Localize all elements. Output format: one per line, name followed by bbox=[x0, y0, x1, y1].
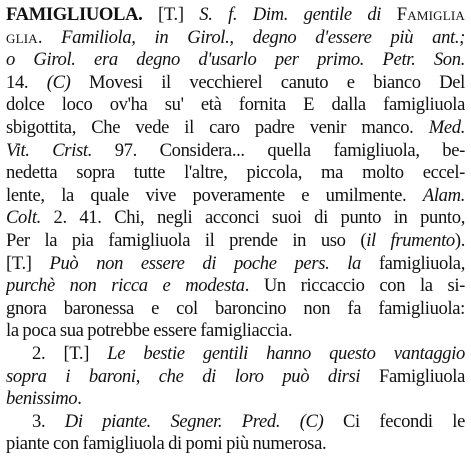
text-run: Vit. Crist. bbox=[6, 139, 93, 161]
text-run: 2. 41. Chi, negli acconci suoi di punto in punto, bbox=[40, 207, 465, 229]
text-run: . bbox=[37, 26, 62, 48]
text-run: che di loro può dirsi bbox=[158, 365, 361, 387]
text-run: Alam. bbox=[422, 184, 465, 206]
entry-line bbox=[6, 49, 465, 72]
sense-3 bbox=[6, 411, 465, 456]
text-run: Per la pia famigliuola il prende in uso ( bbox=[6, 229, 367, 251]
text-run: [T.] bbox=[142, 4, 200, 25]
text-run: Può non essere di poche pers. la bbox=[49, 252, 361, 274]
entry-line bbox=[6, 94, 465, 117]
text-run: , bbox=[135, 365, 159, 387]
sense-2-line bbox=[6, 343, 465, 366]
entry-line bbox=[6, 162, 465, 185]
entry-line bbox=[6, 207, 465, 230]
text-run: (C) bbox=[46, 71, 71, 93]
text-run: [T.] bbox=[6, 252, 50, 274]
text-run bbox=[280, 411, 300, 432]
text-run: famigliuola, bbox=[361, 252, 465, 274]
text-run: dolce loco ov'ha su' età fornita E dalla famigliuola bbox=[6, 94, 465, 116]
sense-2-line bbox=[6, 366, 465, 389]
text-run: Ci fecondi le bbox=[323, 410, 465, 432]
entry-line bbox=[6, 72, 465, 95]
sense-2-line bbox=[6, 388, 465, 411]
text-run: Famiglia bbox=[396, 4, 465, 25]
text-run: ). bbox=[454, 229, 465, 251]
text-run: 3. bbox=[32, 410, 65, 432]
text-run: la poca sua potrebbe essere famigliaccia. bbox=[6, 320, 293, 342]
text-run: 2. [T.] bbox=[32, 342, 108, 364]
text-run: Familiola, in Girol., degno d'essere più ant.; bbox=[61, 26, 465, 48]
text-run: nedetta sopra tutte l'altre, piccola, ma molto eccel- bbox=[6, 162, 465, 184]
text-run: glia bbox=[6, 26, 38, 48]
entry-famigliuola bbox=[6, 4, 465, 343]
entry-line bbox=[6, 253, 465, 276]
text-run: . bbox=[77, 388, 82, 410]
text-run: FAMIGLIUOLA. bbox=[6, 4, 143, 25]
text-run: Le bestie gentili hanno questo vantaggio bbox=[107, 342, 465, 364]
entry-line bbox=[6, 27, 465, 50]
text-run: benissimo bbox=[6, 388, 78, 410]
entry-line bbox=[6, 4, 465, 27]
text-run: (C) bbox=[299, 410, 324, 432]
text-run: il frumento bbox=[366, 229, 455, 251]
entry-line bbox=[6, 320, 465, 343]
sense-3-line bbox=[6, 433, 465, 456]
entry-line bbox=[6, 275, 465, 298]
entry-line bbox=[6, 185, 465, 208]
entry-line bbox=[6, 117, 465, 140]
sense-3-line bbox=[6, 411, 465, 434]
text-run: 97. Considera... quella famigliuola, be- bbox=[92, 139, 465, 161]
text-run: Colt. bbox=[6, 207, 41, 229]
text-run: S. f. Dim. gentile di bbox=[199, 4, 397, 25]
entry-line bbox=[6, 298, 465, 321]
text-run: sopra i baroni bbox=[6, 365, 136, 387]
text-run: Di piante. Segner. Pred. bbox=[64, 410, 281, 432]
text-run: Movesi il vecchierel canuto e bianco Del bbox=[70, 71, 465, 93]
text-run: purchè non ricca e modesta bbox=[6, 275, 245, 297]
entry-line bbox=[6, 140, 465, 163]
text-run: Famigliuola bbox=[360, 365, 465, 387]
text-run: piante con famigliuola di pomi più numerosa. bbox=[6, 433, 327, 455]
text-run: lente, la quale vive poveramente e umilmente. bbox=[6, 184, 423, 206]
text-run: 14. bbox=[6, 71, 47, 93]
text-run: sbigottita, Che vede il caro padre venir manco. bbox=[6, 116, 429, 138]
text-run: . Un riccaccio con la si- bbox=[244, 275, 465, 297]
text-run: gnora baronessa e col baroncino non fa famigliuola: bbox=[6, 297, 465, 319]
sense-2 bbox=[6, 343, 465, 411]
text-run: o Girol. era degno d'usarlo per primo. Petr. Son. bbox=[6, 49, 465, 71]
text-run: Med. bbox=[428, 116, 465, 138]
entry-line bbox=[6, 230, 465, 253]
